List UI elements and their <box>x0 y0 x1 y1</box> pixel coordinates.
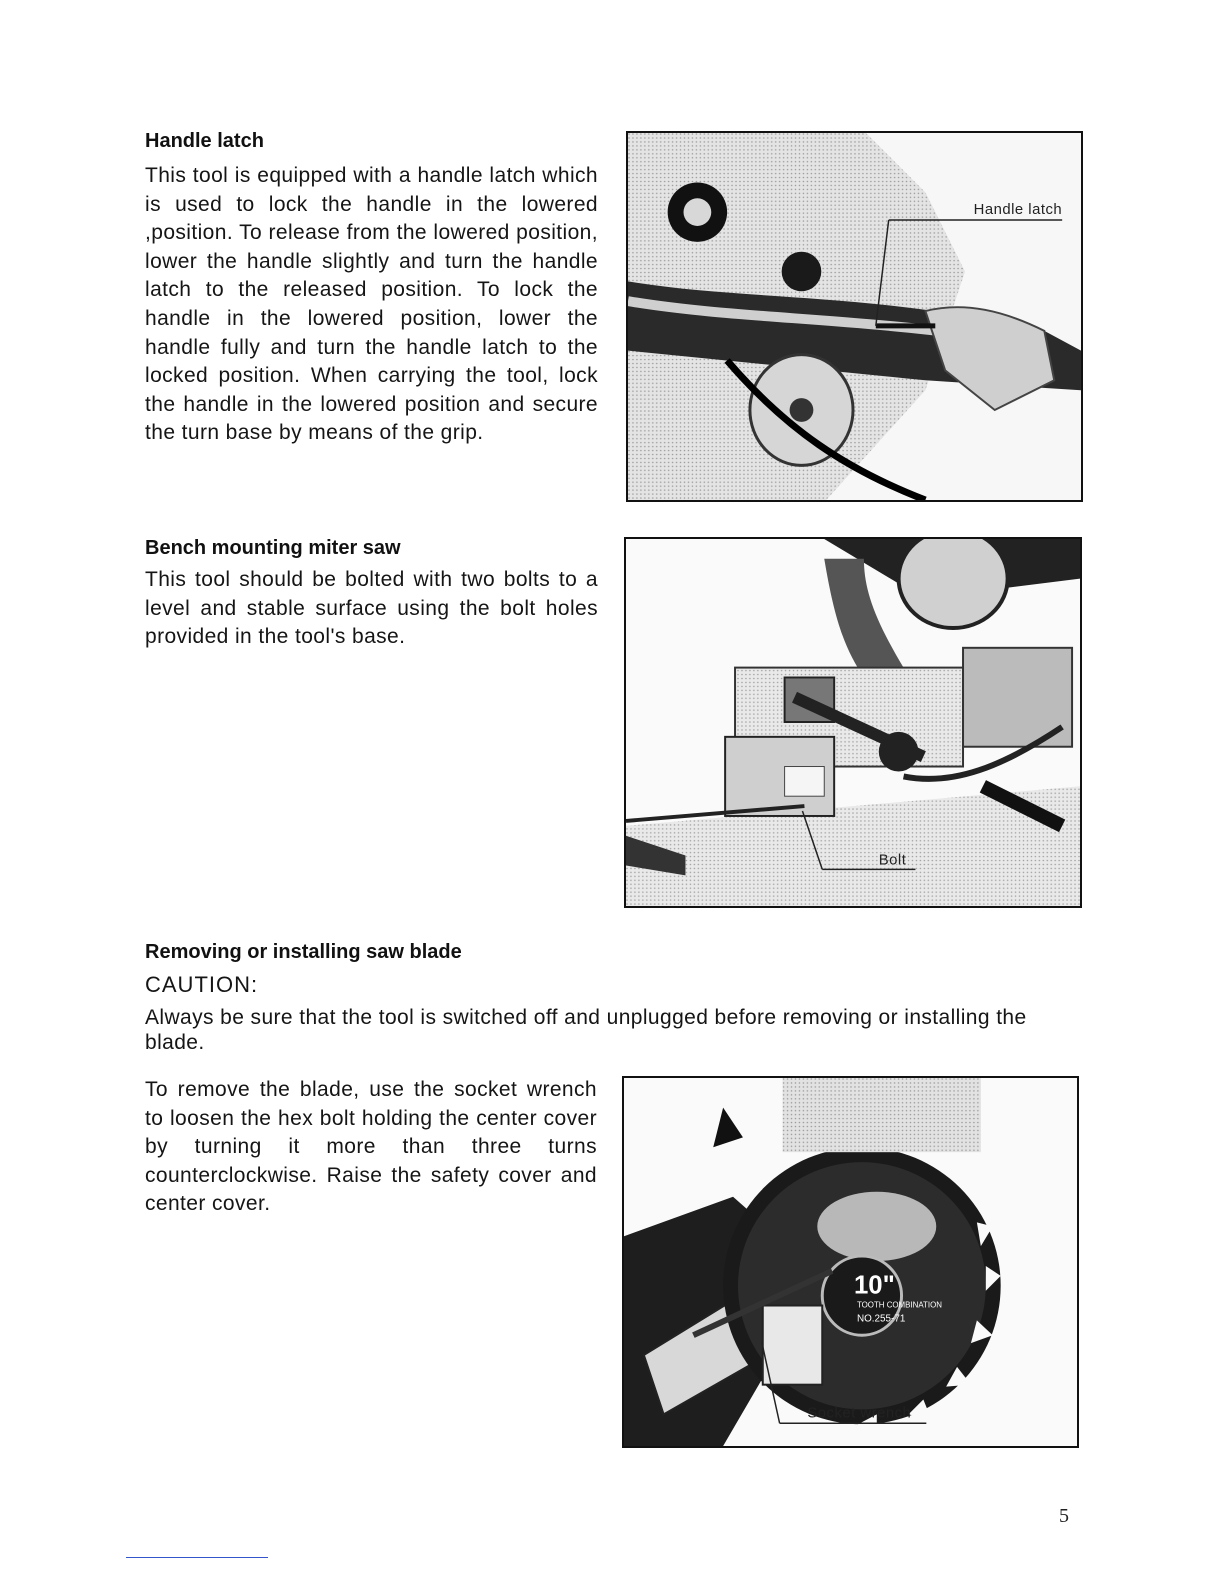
blade-type-marking: TOOTH COMBINATION <box>856 1300 942 1310</box>
blade-code-marking: NO.255-71 <box>856 1313 906 1325</box>
bench-mounting-text: This tool should be bolted with two bolts to a level and stable surface using the bolt holes provided in the tool's base. <box>145 568 598 649</box>
handle-latch-text: This tool is equipped with a handle latch which is used to lock the handle in the lowered ,position. To release from the lowered position, lower the handle slightly and turn the handle latch to the released position. To lock the handle in the lowered position, lower the handle fully and turn the handle latch to the locked position. When carrying the tool, lock the handle in the lowered position and secure the turn base by means of the grip. <box>145 164 598 445</box>
page-number: 5 <box>1059 1505 1069 1527</box>
handle-latch-heading: Handle latch <box>145 130 264 152</box>
saw-blade-text: To remove the blade, use the socket wrench to loosen the hex bolt holding the center cover by turning it more than three turns counterclockwise. Raise the safety cover and center cover. <box>145 1078 597 1216</box>
bench-mounting-heading: Bench mounting miter saw <box>145 537 401 559</box>
bench-mounting-photo <box>624 537 1082 908</box>
saw-blade-heading: Removing or installing saw blade <box>145 941 462 963</box>
saw-blade-photo <box>622 1076 1079 1448</box>
footer-rule <box>126 1557 268 1558</box>
handle-latch-photo <box>626 131 1083 502</box>
bolt-callout: Bolt <box>878 852 907 869</box>
socket-wrench-callout: Socket wrench <box>807 1405 912 1422</box>
caution-label: CAUTION: <box>145 972 259 997</box>
handle-latch-callout: Handle latch <box>973 202 1063 219</box>
blade-size-marking: 10" <box>853 1271 895 1300</box>
caution-text: Always be sure that the tool is switched off and unplugged before removing or installing the blade. <box>145 1006 1027 1054</box>
